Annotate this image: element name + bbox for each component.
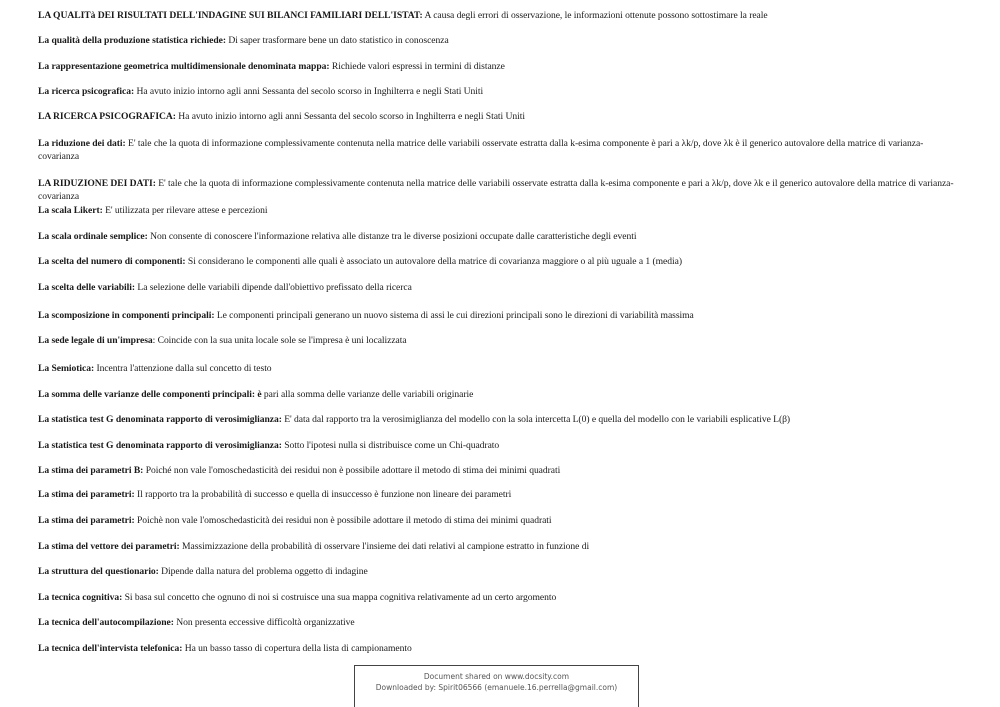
entry-term: La ricerca psicografica: (38, 86, 135, 97)
glossary-entry (38, 362, 956, 375)
glossary-entry (38, 616, 956, 629)
glossary-entry (38, 230, 956, 243)
entry-definition: Poichè non vale l'omoschedasticità dei residui non è possibile adottare il metodo di stima dei minimi quadrati (134, 515, 552, 526)
entry-term: LA QUALITà DEI RISULTATI DELL'INDAGINE SUI BILANCI FAMILIARI DELL'ISTAT: (38, 10, 423, 21)
entry-definition: Sotto l'ipotesi nulla si distribuisce come un Chi-quadrato (281, 440, 500, 451)
entry-definition: Il rapporto tra la probabilità di successo e quella di insuccesso è funzione non lineare dei parametri (134, 489, 512, 500)
glossary-entry (38, 642, 956, 655)
glossary-entry (38, 110, 956, 123)
entry-term: La tecnica dell'intervista telefonica: (38, 643, 183, 654)
glossary-entry (38, 34, 956, 47)
entry-definition: Si basa sul concetto che ognuno di noi si costruisce una sua mappa cognitiva relativamente ad un certo argomento (122, 592, 557, 603)
glossary-entry (38, 591, 956, 604)
glossary-entry (38, 9, 956, 22)
entry-term: La qualità della produzione statistica richiede: (38, 35, 226, 46)
entry-definition: Ha avuto inizio intorno agli anni Sessanta del secolo scorso in Inghilterra e negli Stati Uniti (134, 86, 484, 97)
entry-term: La sede legale di un'impresa (38, 335, 153, 346)
entry-definition: : Coincide con la sua unita locale sole se l'impresa è uni localizzata (152, 335, 407, 346)
entry-term: La somma delle varianze delle componenti principali: è (38, 389, 262, 400)
entry-term: La rappresentazione geometrica multidimensionale denominata mappa: (38, 61, 330, 72)
entry-definition: E' tale che la quota di informazione complessivamente contenuta nella matrice delle variabili osservate estratta dalla k-esima componente è pari a λk/p, dove λk è il generico autovalore della matrice di varianza-covarianza (38, 138, 924, 162)
glossary-entry (38, 334, 956, 347)
entry-term: La riduzione dei dati: (38, 138, 126, 149)
entry-term: LA RICERCA PSICOGRAFICA: (38, 111, 176, 122)
entry-term: La statistica test G denominata rapporto di verosimiglianza: (38, 414, 282, 425)
glossary-entry (38, 413, 956, 426)
entry-definition: Non presenta eccessive difficoltà organizzative (173, 617, 355, 628)
glossary-entry (38, 309, 956, 322)
glossary-entry (38, 255, 956, 268)
entry-definition: La selezione delle variabili dipende dall'obiettivo prefissato della ricerca (135, 282, 412, 293)
entry-definition: E' utilizzata per rilevare attese e percezioni (102, 205, 268, 216)
glossary-entry (38, 137, 956, 163)
glossary-entry (38, 514, 956, 527)
entry-term: LA RIDUZIONE DEI DATI: (38, 178, 156, 189)
entry-term: La stima dei parametri: (38, 515, 135, 526)
glossary-entry (38, 464, 956, 477)
entry-definition: Ha avuto inizio intorno agli anni Sessanta del secolo scorso in Inghilterra e negli Stati Uniti (175, 111, 525, 122)
entry-definition: Richiede valori espressi in termini di distanze (329, 61, 505, 72)
glossary-entry (38, 177, 956, 203)
entry-definition: pari alla somma delle varianze delle variabili originarie (261, 389, 474, 400)
glossary-entry (38, 439, 956, 452)
entry-term: La scelta delle variabili: (38, 282, 136, 293)
entry-term: La tecnica cognitiva: (38, 592, 123, 603)
entry-definition: Di saper trasformare bene un dato statistico in conoscenza (225, 35, 449, 46)
entry-definition: Massimizzazione della probabilità di osservare l'insieme dei dati relativi al campione estratto in funzione di (179, 541, 590, 552)
footer-shared-line: Document shared on www.docsity.com (423, 672, 570, 681)
entry-definition: Si considerano le componenti alle quali è associato un autovalore della matrice di covarianza maggiore o al più uguale a 1 (media) (185, 256, 682, 267)
entry-definition: Ha un basso tasso di copertura della lista di campionamento (182, 643, 412, 654)
entry-term: La statistica test G denominata rapporto di verosimiglianza: (38, 440, 282, 451)
entry-term: La Semiotica: (38, 363, 95, 374)
entry-term: La stima del vettore dei parametri: (38, 541, 180, 552)
entry-term: La scomposizione in componenti principali: (38, 310, 215, 321)
glossary-entry (38, 85, 956, 98)
entry-term: La scala ordinale semplice: (38, 231, 148, 242)
glossary-entry (38, 565, 956, 578)
entry-definition: A causa degli errori di osservazione, le informazioni ottenute possono sottostimare la reale (422, 10, 768, 21)
docsity-footer (354, 665, 639, 707)
entry-term: La scelta del numero di componenti: (38, 256, 186, 267)
entry-definition: Incentra l'attenzione dalla sul concetto di testo (94, 363, 272, 374)
entry-definition: Non consente di conoscere l'informazione relativa alle distanze tra le diverse posizioni occupate dalle caratteristiche degli eventi (147, 231, 637, 242)
glossary-entry (38, 204, 956, 217)
entry-definition: Le componenti principali generano un nuovo sistema di assi le cui direzioni principali sono le direzioni di variabilità massima (214, 310, 694, 321)
glossary-entry (38, 60, 956, 73)
glossary-entry (38, 540, 956, 553)
entry-term: La stima dei parametri B: (38, 465, 144, 476)
entry-definition: E' tale che la quota di informazione complessivamente contenuta nella matrice delle variabili osservate estratta dalla k-esima componente e pari a λk/p, dove λk e il generico autovalore della matrice di varianza-covarianza (38, 178, 954, 202)
glossary-entry (38, 388, 956, 401)
footer-downloaded-line: Downloaded by: Spirit06566 (emanuele.16.perrella@gmail.com) (375, 683, 618, 692)
entry-definition: Dipende dalla natura del problema oggetto di indagine (158, 566, 368, 577)
entry-term: La scala Likert: (38, 205, 103, 216)
entry-term: La struttura del questionario: (38, 566, 159, 577)
entry-definition: E' data dal rapporto tra la verosimiglianza del modello con la sola intercetta L(0) e quella del modello con le variabili esplicative L(β) (281, 414, 791, 425)
entry-term: La tecnica dell'autocompilazione: (38, 617, 174, 628)
glossary-entry (38, 488, 956, 501)
glossary-entry (38, 281, 956, 294)
entry-definition: Poiché non vale l'omoschedasticità dei residui non è possibile adottare il metodo di stima dei minimi quadrati (143, 465, 561, 476)
entry-term: La stima dei parametri: (38, 489, 135, 500)
